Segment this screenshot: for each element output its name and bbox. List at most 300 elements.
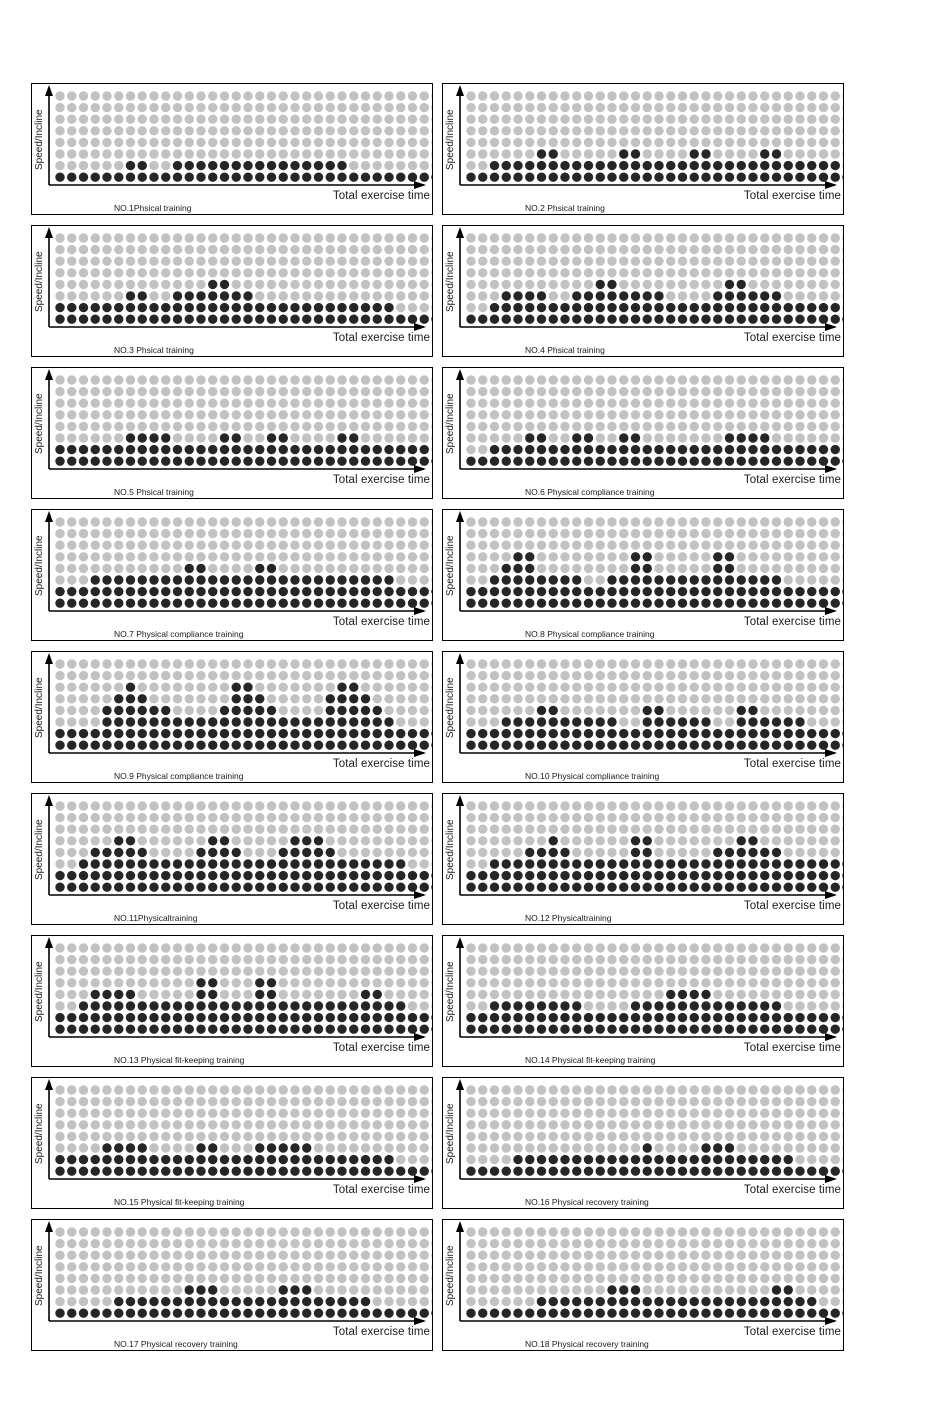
inactive-dot [713,1085,722,1094]
active-dot [584,173,593,182]
inactive-dot [114,552,123,561]
active-dot [654,741,663,750]
inactive-dot [208,126,217,135]
active-dot [690,717,699,726]
inactive-dot [607,659,616,668]
active-dot [807,303,816,312]
active-dot [255,717,264,726]
inactive-dot [513,978,522,987]
inactive-dot [361,1132,370,1141]
inactive-dot [220,683,229,692]
inactive-dot [690,410,699,419]
inactive-dot [55,433,64,442]
active-dot [255,445,264,454]
active-dot [255,575,264,584]
active-dot [666,859,675,868]
active-dot [701,173,710,182]
inactive-dot [513,1227,522,1236]
inactive-dot [396,967,405,976]
inactive-dot [67,1251,76,1260]
inactive-dot [596,825,605,834]
inactive-dot [267,410,276,419]
inactive-dot [67,575,76,584]
inactive-dot [619,671,628,680]
inactive-dot [79,291,88,300]
inactive-dot [807,1109,816,1118]
active-dot [537,445,546,454]
inactive-dot [607,103,616,112]
inactive-dot [631,257,640,266]
active-dot [831,1309,840,1318]
inactive-dot [513,1109,522,1118]
inactive-dot [631,955,640,964]
inactive-dot [572,422,581,431]
inactive-dot [795,375,804,384]
inactive-dot [173,1132,182,1141]
inactive-dot [373,375,382,384]
inactive-dot [831,268,840,277]
inactive-dot [690,1251,699,1260]
active-dot [643,291,652,300]
active-dot [725,1309,734,1318]
inactive-dot [807,825,816,834]
inactive-dot [678,433,687,442]
inactive-dot [102,280,111,289]
inactive-dot [772,978,781,987]
active-dot [185,1013,194,1022]
active-dot [91,587,100,596]
inactive-dot [654,115,663,124]
inactive-dot [232,1132,241,1141]
inactive-dot [560,552,569,561]
inactive-dot [220,1085,229,1094]
active-dot [701,1167,710,1176]
active-dot [596,291,605,300]
inactive-dot [79,1097,88,1106]
active-dot [337,706,346,715]
active-dot [255,1001,264,1010]
inactive-dot [819,552,828,561]
inactive-dot [678,825,687,834]
inactive-dot [666,517,675,526]
y-axis-label-wrap [444,658,458,738]
inactive-dot [549,1132,558,1141]
inactive-dot [784,683,793,692]
inactive-dot [173,978,182,987]
inactive-dot [737,564,746,573]
active-dot [737,599,746,608]
inactive-dot [478,161,487,170]
inactive-dot [760,836,769,845]
inactive-dot [290,1085,299,1094]
active-dot [243,717,252,726]
active-dot [748,871,757,880]
active-dot [126,990,135,999]
inactive-dot [643,517,652,526]
active-dot [232,1309,241,1318]
inactive-dot [149,280,158,289]
inactive-dot [267,825,276,834]
inactive-dot [466,1285,475,1294]
active-dot [267,717,276,726]
inactive-dot [138,375,147,384]
inactive-dot [79,564,88,573]
inactive-dot [737,801,746,810]
active-dot [114,599,123,608]
inactive-dot [267,387,276,396]
inactive-dot [420,575,429,584]
inactive-dot [490,706,499,715]
inactive-dot [243,1274,252,1283]
inactive-dot [654,233,663,242]
inactive-dot [701,825,710,834]
active-dot [643,848,652,857]
inactive-dot [737,387,746,396]
inactive-dot [255,103,264,112]
active-dot [831,303,840,312]
inactive-dot [701,1120,710,1129]
inactive-dot [161,694,170,703]
inactive-dot [208,1132,217,1141]
inactive-dot [290,706,299,715]
active-dot [373,1013,382,1022]
inactive-dot [102,1239,111,1248]
inactive-dot [431,967,432,976]
active-dot [149,599,158,608]
inactive-dot [173,410,182,419]
inactive-dot [666,433,675,442]
active-dot [725,1297,734,1306]
inactive-dot [713,990,722,999]
inactive-dot [537,813,546,822]
inactive-dot [631,717,640,726]
inactive-dot [114,375,123,384]
inactive-dot [185,149,194,158]
inactive-dot [420,399,429,408]
inactive-dot [302,813,311,822]
active-dot [690,303,699,312]
active-dot [126,1143,135,1152]
active-dot [713,871,722,880]
inactive-dot [185,825,194,834]
inactive-dot [102,813,111,822]
inactive-dot [772,126,781,135]
inactive-dot [502,399,511,408]
inactive-dot [396,433,405,442]
inactive-dot [290,990,299,999]
active-dot [149,315,158,324]
inactive-dot [290,564,299,573]
inactive-dot [161,138,170,147]
active-dot [784,717,793,726]
inactive-dot [161,552,170,561]
inactive-dot [431,280,432,289]
active-dot [701,871,710,880]
active-dot [748,1167,757,1176]
inactive-dot [678,529,687,538]
active-dot [772,848,781,857]
inactive-dot [490,115,499,124]
inactive-dot [807,1155,816,1164]
inactive-dot [79,410,88,419]
inactive-dot [126,422,135,431]
active-dot [760,871,769,880]
inactive-dot [243,1262,252,1271]
active-dot [760,883,769,892]
inactive-dot [819,1155,828,1164]
inactive-dot [173,115,182,124]
active-dot [607,729,616,738]
inactive-dot [795,291,804,300]
inactive-dot [185,387,194,396]
inactive-dot [232,659,241,668]
active-dot [760,1013,769,1022]
inactive-dot [126,978,135,987]
active-dot [549,1155,558,1164]
inactive-dot [631,1143,640,1152]
inactive-dot [607,268,616,277]
inactive-dot [502,517,511,526]
inactive-dot [631,1085,640,1094]
inactive-dot [384,978,393,987]
inactive-dot [478,1109,487,1118]
inactive-dot [607,801,616,810]
inactive-dot [396,575,405,584]
inactive-dot [314,1251,323,1260]
active-dot [537,1297,546,1306]
inactive-dot [138,1262,147,1271]
active-dot [490,741,499,750]
inactive-dot [220,990,229,999]
inactive-dot [490,387,499,396]
inactive-dot [91,422,100,431]
inactive-dot [772,245,781,254]
inactive-dot [384,1085,393,1094]
active-dot [55,1167,64,1176]
active-dot [490,1025,499,1034]
inactive-dot [420,990,429,999]
x-axis-arrow [825,1033,837,1041]
active-dot [161,1155,170,1164]
active-dot [831,445,840,454]
inactive-dot [126,1239,135,1248]
inactive-dot [572,801,581,810]
inactive-dot [478,813,487,822]
active-dot [373,1167,382,1176]
active-dot [349,883,358,892]
inactive-dot [842,1239,843,1248]
active-dot [138,883,147,892]
inactive-dot [102,1227,111,1236]
inactive-dot [666,1132,675,1141]
inactive-dot [619,706,628,715]
inactive-dot [420,1155,429,1164]
active-dot [290,1143,299,1152]
inactive-dot [807,1274,816,1283]
inactive-dot [55,1239,64,1248]
active-dot [373,883,382,892]
inactive-dot [408,1227,417,1236]
inactive-dot [690,706,699,715]
inactive-dot [607,1262,616,1271]
inactive-dot [772,103,781,112]
active-dot [643,587,652,596]
inactive-dot [643,280,652,289]
active-dot [196,1025,205,1034]
active-dot [596,871,605,880]
inactive-dot [67,671,76,680]
active-dot [126,1167,135,1176]
active-dot [302,1013,311,1022]
active-dot [126,303,135,312]
inactive-dot [161,1285,170,1294]
active-dot [784,161,793,170]
inactive-dot [361,1285,370,1294]
inactive-dot [326,943,335,952]
inactive-dot [502,103,511,112]
active-dot [279,575,288,584]
active-dot [408,599,417,608]
inactive-dot [795,1143,804,1152]
inactive-dot [373,103,382,112]
inactive-dot [267,943,276,952]
inactive-dot [490,410,499,419]
active-dot [255,729,264,738]
inactive-dot [466,445,475,454]
inactive-dot [232,978,241,987]
inactive-dot [79,955,88,964]
inactive-dot [795,978,804,987]
active-dot [666,173,675,182]
inactive-dot [795,1120,804,1129]
inactive-dot [584,149,593,158]
inactive-dot [631,115,640,124]
inactive-dot [560,990,569,999]
inactive-dot [748,683,757,692]
inactive-dot [631,422,640,431]
inactive-dot [584,575,593,584]
inactive-dot [279,138,288,147]
active-dot [537,575,546,584]
active-dot [513,1155,522,1164]
inactive-dot [631,990,640,999]
inactive-dot [91,552,100,561]
inactive-dot [384,91,393,100]
inactive-dot [420,1285,429,1294]
inactive-dot [91,1109,100,1118]
active-dot [760,291,769,300]
active-dot [79,859,88,868]
active-dot [607,1285,616,1294]
inactive-dot [384,801,393,810]
inactive-dot [784,529,793,538]
active-dot [138,706,147,715]
inactive-dot [349,91,358,100]
inactive-dot [513,694,522,703]
inactive-dot [279,268,288,277]
inactive-dot [185,233,194,242]
inactive-dot [149,387,158,396]
inactive-dot [361,257,370,266]
inactive-dot [760,801,769,810]
inactive-dot [431,1239,432,1248]
inactive-dot [737,103,746,112]
inactive-dot [690,967,699,976]
inactive-dot [185,1085,194,1094]
inactive-dot [349,836,358,845]
active-dot [678,1309,687,1318]
active-dot [267,433,276,442]
active-dot [126,1013,135,1022]
inactive-dot [149,541,158,550]
inactive-dot [361,399,370,408]
program-title: NO.1Phsical training [114,203,192,213]
inactive-dot [831,291,840,300]
inactive-dot [91,1120,100,1129]
active-dot [631,1025,640,1034]
inactive-dot [619,683,628,692]
inactive-dot [513,268,522,277]
inactive-dot [314,1109,323,1118]
inactive-dot [725,717,734,726]
inactive-dot [596,1097,605,1106]
inactive-dot [713,149,722,158]
inactive-dot [525,103,534,112]
active-dot [631,729,640,738]
inactive-dot [55,1227,64,1236]
active-dot [337,457,346,466]
active-dot [267,990,276,999]
inactive-dot [126,1227,135,1236]
inactive-dot [114,1109,123,1118]
inactive-dot [784,433,793,442]
inactive-dot [795,245,804,254]
inactive-dot [690,126,699,135]
active-dot [772,1025,781,1034]
inactive-dot [67,149,76,158]
inactive-dot [654,552,663,561]
inactive-dot [502,1285,511,1294]
inactive-dot [631,410,640,419]
x-axis-arrow [414,465,426,473]
inactive-dot [795,126,804,135]
inactive-dot [349,245,358,254]
inactive-dot [67,161,76,170]
inactive-dot [795,541,804,550]
inactive-dot [490,126,499,135]
inactive-dot [349,1285,358,1294]
inactive-dot [678,1285,687,1294]
inactive-dot [408,1285,417,1294]
inactive-dot [678,541,687,550]
inactive-dot [408,268,417,277]
inactive-dot [255,291,264,300]
inactive-dot [701,1274,710,1283]
inactive-dot [560,706,569,715]
inactive-dot [584,1109,593,1118]
inactive-dot [431,387,432,396]
active-dot [842,1309,843,1318]
inactive-dot [138,257,147,266]
inactive-dot [690,1109,699,1118]
active-dot [560,729,569,738]
inactive-dot [466,280,475,289]
inactive-dot [772,671,781,680]
inactive-dot [102,91,111,100]
inactive-dot [337,410,346,419]
active-dot [149,1155,158,1164]
active-dot [114,173,123,182]
